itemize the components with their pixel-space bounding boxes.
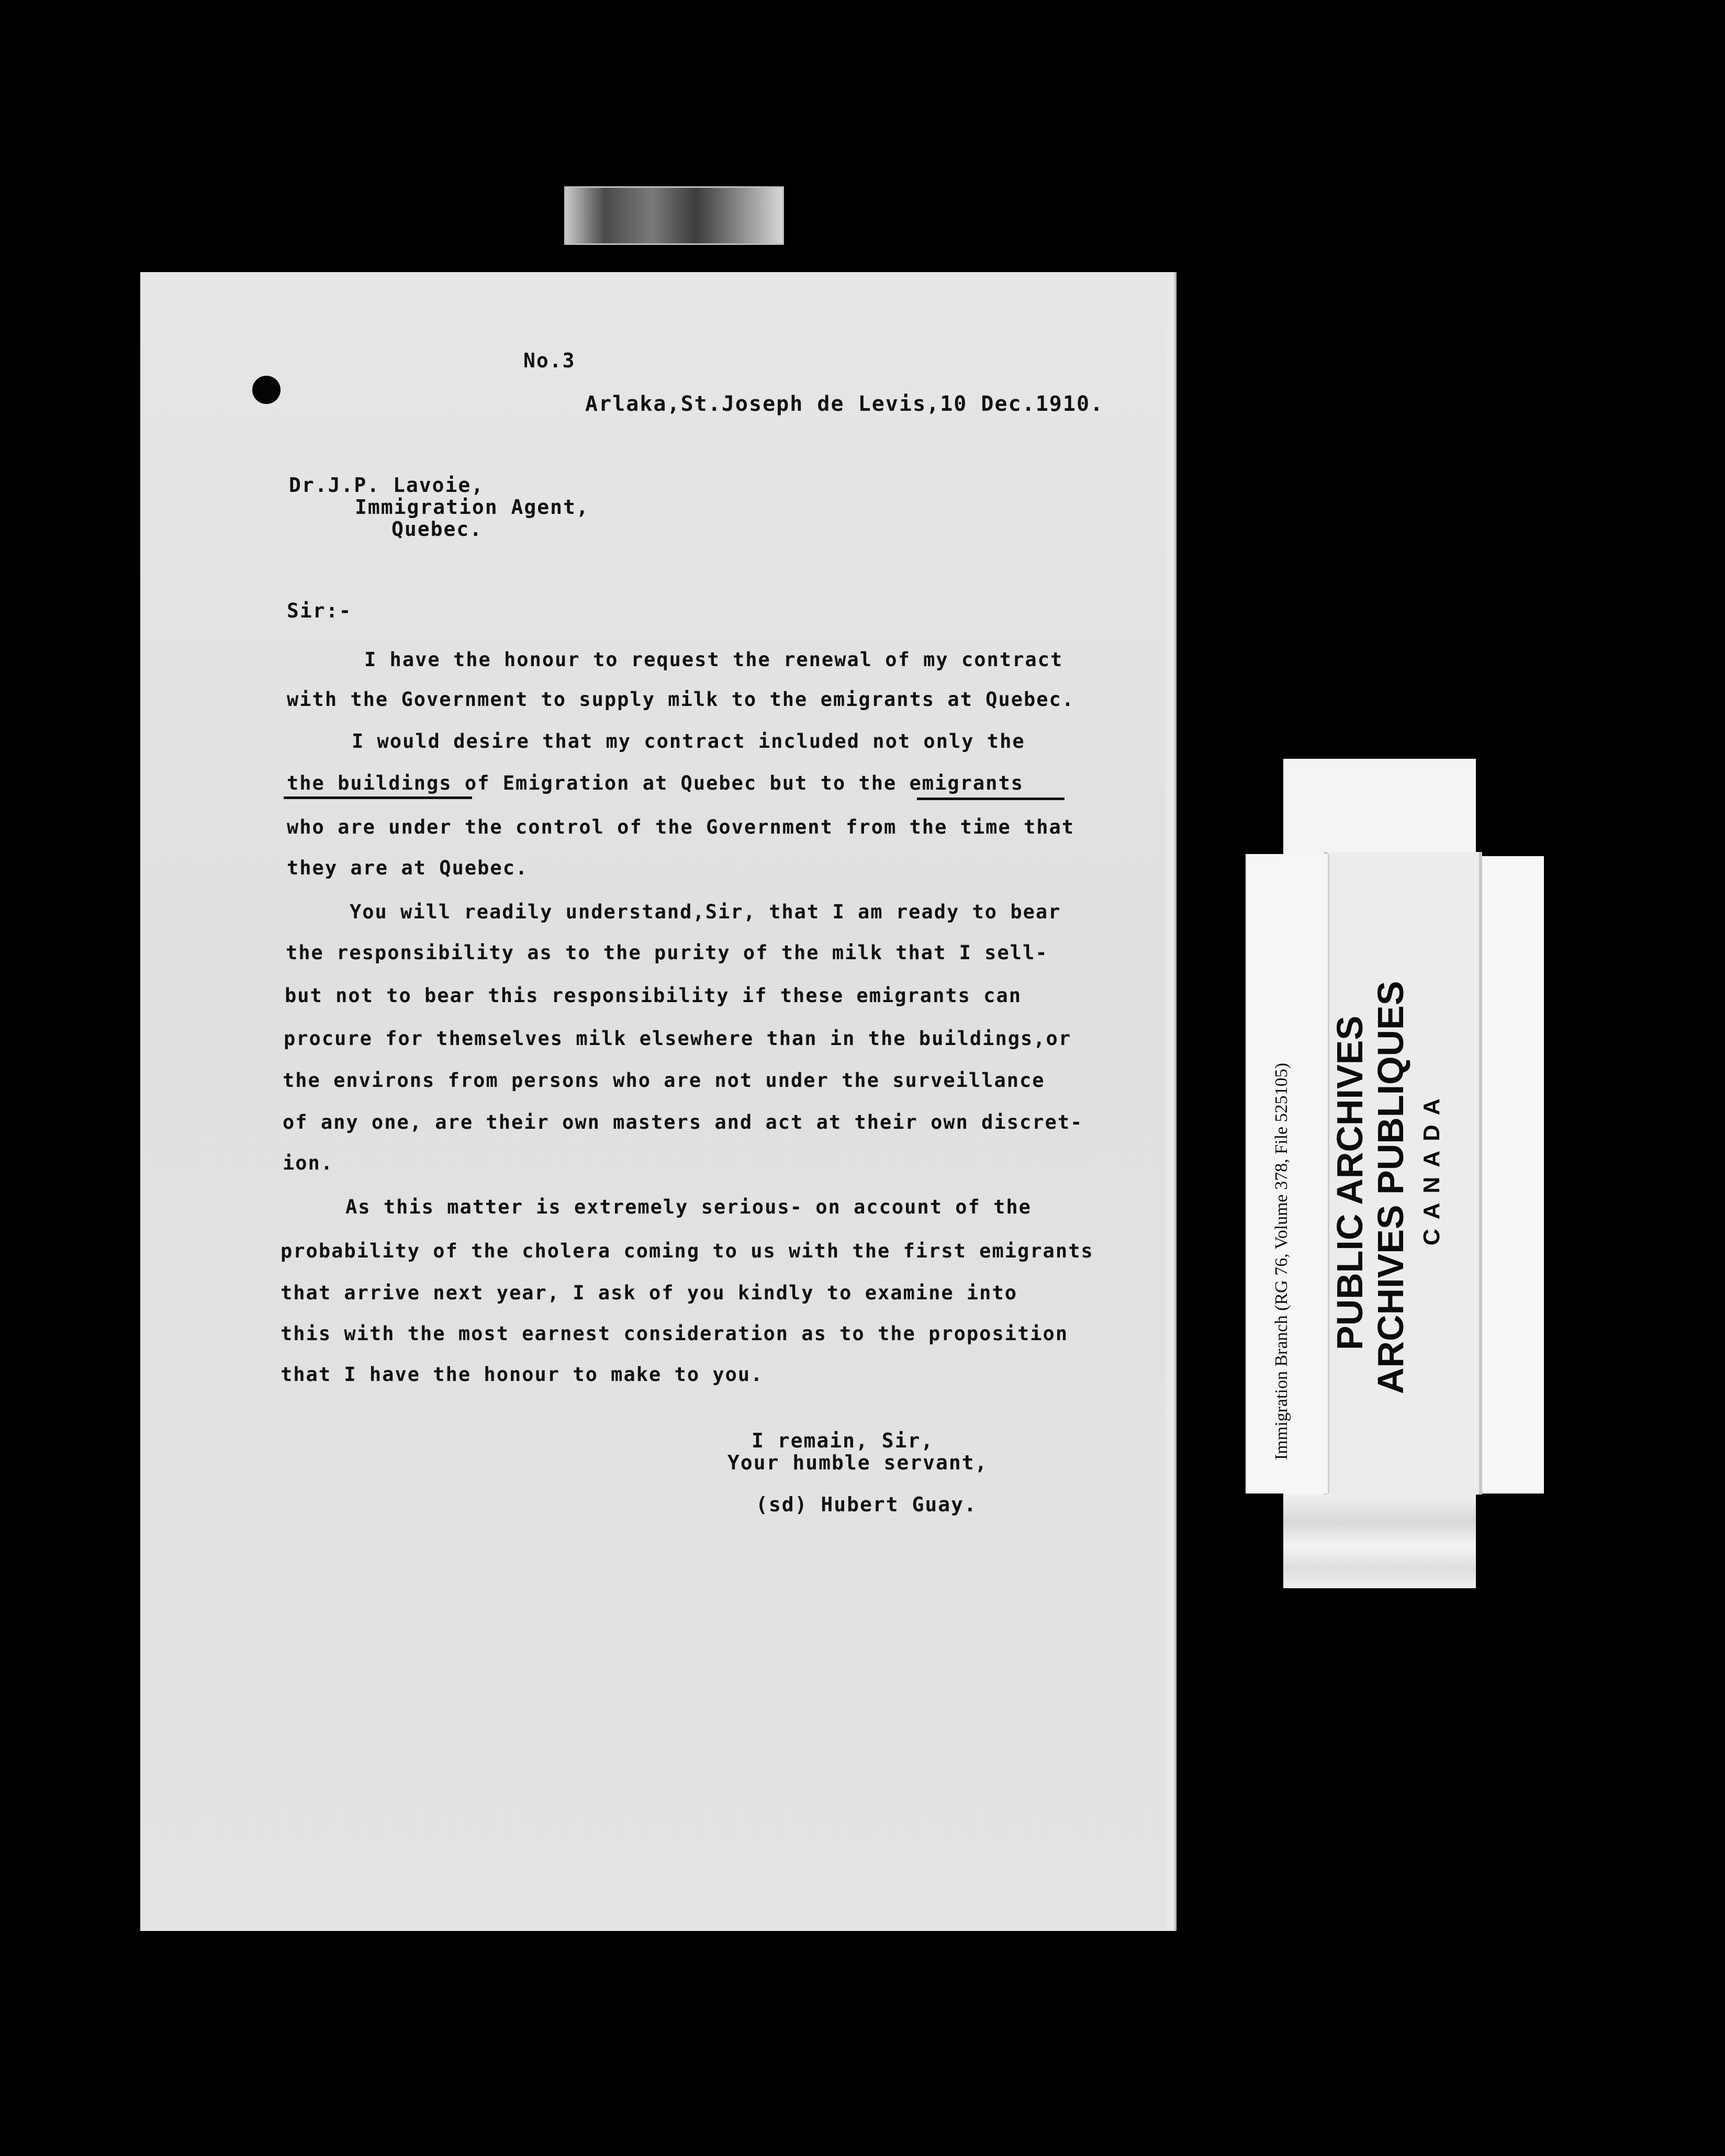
underline-buildings: [284, 796, 472, 799]
signature-line: (sd) Hubert Guay.: [756, 1493, 977, 1516]
archive-public-archives: PUBLIC ARCHIVES: [1329, 1015, 1370, 1350]
archive-tab: [564, 186, 784, 245]
stamp-band-bottom: [1283, 1495, 1476, 1588]
letter-dateline: Arlaka,St.Joseph de Levis,10 Dec.1910.: [585, 392, 1104, 416]
body-line: they are at Quebec.: [287, 857, 529, 879]
body-line: this with the most earnest consideration as to the proposition: [281, 1322, 1069, 1345]
body-line: the buildings of Emigration at Quebec but to the emigrants: [287, 772, 1024, 794]
body-line: I would desire that my contract included not only the: [352, 730, 1025, 753]
body-line: who are under the control of the Government from the time that: [287, 816, 1075, 838]
body-line: I have the honour to request the renewal of my contract: [364, 648, 1063, 671]
body-line: the environs from persons who are not under the surveillance: [283, 1069, 1045, 1092]
archive-archives-publiques: ARCHIVES PUBLIQUES: [1370, 981, 1411, 1394]
body-line: You will readily understand,Sir, that I am ready to bear: [350, 901, 1061, 923]
body-line: of any one, are their own masters and act at their own discret-: [283, 1111, 1083, 1133]
body-line: with the Government to supply milk to the emigrants at Quebec.: [287, 688, 1075, 711]
address-line-1: Dr.J.P. Lavoie,: [289, 474, 485, 497]
body-line: but not to bear this responsibility if these emigrants can: [285, 984, 1022, 1007]
underline-emigrants: [917, 798, 1065, 800]
archive-country: CANADA: [1419, 1089, 1444, 1245]
address-line-3: Quebec.: [391, 518, 483, 541]
stamp-right-card: [1475, 856, 1544, 1494]
letter-number: No.3: [523, 349, 576, 372]
body-line: procure for themselves milk elsewhere than in the buildings,or: [284, 1027, 1072, 1050]
letter-sheet: [140, 272, 1171, 1931]
closing-line-2: Your humble servant,: [727, 1451, 988, 1474]
body-line: ion.: [283, 1152, 334, 1174]
punch-hole: [252, 376, 281, 404]
body-line: the responsibility as to the purity of the milk that I sell-: [286, 941, 1048, 964]
closing-line-1: I remain, Sir,: [752, 1429, 934, 1452]
body-line: that I have the honour to make to you.: [281, 1363, 764, 1386]
archive-source-text: Immigration Branch (RG 76, Volume 378, File 525105): [1272, 1063, 1291, 1460]
body-line: As this matter is extremely serious- on account of the: [345, 1196, 1032, 1218]
body-line: probability of the cholera coming to us with the first emigrants: [281, 1240, 1094, 1262]
salutation: Sir:-: [287, 599, 352, 622]
body-line: that arrive next year, I ask of you kindly to examine into: [281, 1282, 1018, 1304]
address-line-2: Immigration Agent,: [355, 496, 589, 519]
